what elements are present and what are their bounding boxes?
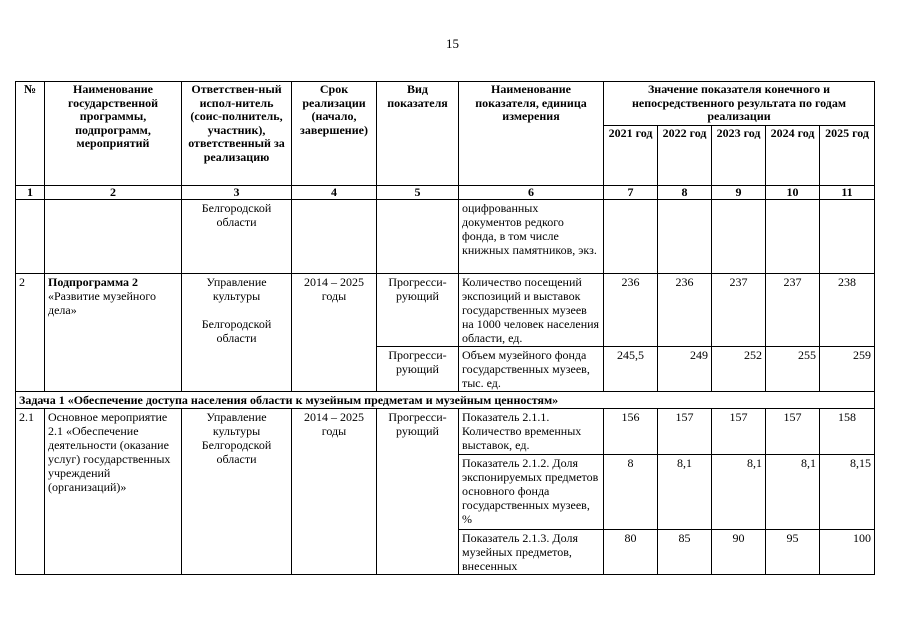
header-indicator-name: Наименование показателя, единица измерения bbox=[459, 82, 604, 186]
header-responsible: Ответствен-ный испол-нитель (соис-полнитель, участник), ответственный за реализацию bbox=[182, 82, 292, 186]
indicator-value: 238 bbox=[820, 274, 875, 347]
header-period: Срок реализации (начало, завершение) bbox=[292, 82, 377, 186]
subprogram-cell bbox=[45, 274, 182, 392]
indicator-value: 100 bbox=[820, 530, 875, 575]
indicators-table bbox=[15, 81, 875, 575]
indicator-value: 236 bbox=[658, 274, 712, 347]
indicator-value: 252 bbox=[712, 347, 766, 392]
indicator-value: 249 bbox=[658, 347, 712, 392]
indicator-value: 237 bbox=[712, 274, 766, 347]
indicator-value: 259 bbox=[820, 347, 875, 392]
column-number: 4 bbox=[292, 186, 377, 200]
column-number: 11 bbox=[820, 186, 875, 200]
indicator-value: 157 bbox=[766, 409, 820, 455]
carry-indicator-name: оцифрованных документов редкого фонда, в том числе книжных памятников, экз. bbox=[459, 200, 604, 274]
indicator-value: 85 bbox=[658, 530, 712, 575]
indicator-name: Показатель 2.1.2. Доля экспонируемых предметов основного фонда государственных музеев, % bbox=[459, 455, 604, 530]
indicator-type: Прогресси-рующий bbox=[377, 347, 459, 392]
activity-responsible: Управление культуры Белгородской области bbox=[182, 409, 292, 575]
table-row bbox=[16, 409, 875, 455]
indicator-name: Показатель 2.1.1. Количество временных выставок, ед. bbox=[459, 409, 604, 455]
column-number: 5 bbox=[377, 186, 459, 200]
indicator-value: 237 bbox=[766, 274, 820, 347]
indicator-value: 8,1 bbox=[712, 455, 766, 530]
responsible-line: Управление культуры bbox=[206, 275, 267, 303]
indicator-value: 245,5 bbox=[604, 347, 658, 392]
column-number: 6 bbox=[459, 186, 604, 200]
indicator-value: 158 bbox=[820, 409, 875, 455]
task-title: Задача 1 «Обеспечение доступа населения области к музейным предметам и музейным ценностям» bbox=[16, 392, 875, 409]
header-no: № bbox=[16, 82, 45, 186]
indicator-value: 80 bbox=[604, 530, 658, 575]
indicator-value: 8,1 bbox=[658, 455, 712, 530]
indicator-name: Показатель 2.1.3. Доля музейных предметов, внесенных bbox=[459, 530, 604, 575]
responsible-line: Белгородской области bbox=[201, 317, 272, 345]
header-values-group: Значение показателя конечного и непосредственного результата по годам реализации bbox=[604, 82, 875, 126]
activity-indicator-type: Прогресси-рующий bbox=[377, 409, 459, 575]
header-program: Наименование государственной программы, подпрограмм, мероприятий bbox=[45, 82, 182, 186]
header-year-2022: 2022 год bbox=[658, 126, 712, 186]
page-number: 15 bbox=[446, 36, 459, 51]
row-number: 2.1 bbox=[16, 409, 45, 575]
column-number: 7 bbox=[604, 186, 658, 200]
column-number: 10 bbox=[766, 186, 820, 200]
indicator-value: 8,15 bbox=[820, 455, 875, 530]
row-number: 2 bbox=[16, 274, 45, 392]
column-number: 3 bbox=[182, 186, 292, 200]
indicator-value: 255 bbox=[766, 347, 820, 392]
subprogram-title: Подпрограмма 2 bbox=[48, 275, 139, 289]
indicator-value: 236 bbox=[604, 274, 658, 347]
activity-period: 2014 – 2025 годы bbox=[292, 409, 377, 575]
header-year-2023: 2023 год bbox=[712, 126, 766, 186]
header-year-2025: 2025 год bbox=[820, 126, 875, 186]
indicator-value: 157 bbox=[658, 409, 712, 455]
header-year-2024: 2024 год bbox=[766, 126, 820, 186]
column-number: 8 bbox=[658, 186, 712, 200]
table-row bbox=[16, 274, 875, 347]
indicator-type: Прогресси-рующий bbox=[377, 274, 459, 347]
subprogram-responsible bbox=[182, 274, 292, 392]
subprogram-period: 2014 – 2025 годы bbox=[292, 274, 377, 392]
task-row bbox=[16, 392, 875, 409]
carry-responsible: Белгородской области bbox=[182, 200, 292, 274]
column-number: 9 bbox=[712, 186, 766, 200]
column-number: 1 bbox=[16, 186, 45, 200]
indicator-value: 90 bbox=[712, 530, 766, 575]
subprogram-subtitle: «Развитие музейного дела» bbox=[48, 289, 156, 317]
table-row bbox=[16, 200, 875, 274]
header-indicator-type: Вид показателя bbox=[377, 82, 459, 186]
indicator-name: Количество посещений экспозиций и выставок государственных музеев на 1000 человек населения области, ед. bbox=[459, 274, 604, 347]
activity-name: Основное мероприятие 2.1 «Обеспечение деятельности (оказание услуг) государственных учреждений (организаций)» bbox=[45, 409, 182, 575]
column-number: 2 bbox=[45, 186, 182, 200]
indicator-value: 8 bbox=[604, 455, 658, 530]
indicator-value: 156 bbox=[604, 409, 658, 455]
header-year-2021: 2021 год bbox=[604, 126, 658, 186]
indicator-value: 8,1 bbox=[766, 455, 820, 530]
indicator-value: 157 bbox=[712, 409, 766, 455]
indicator-name: Объем музейного фонда государственных музеев, тыс. ед. bbox=[459, 347, 604, 392]
indicator-value: 95 bbox=[766, 530, 820, 575]
